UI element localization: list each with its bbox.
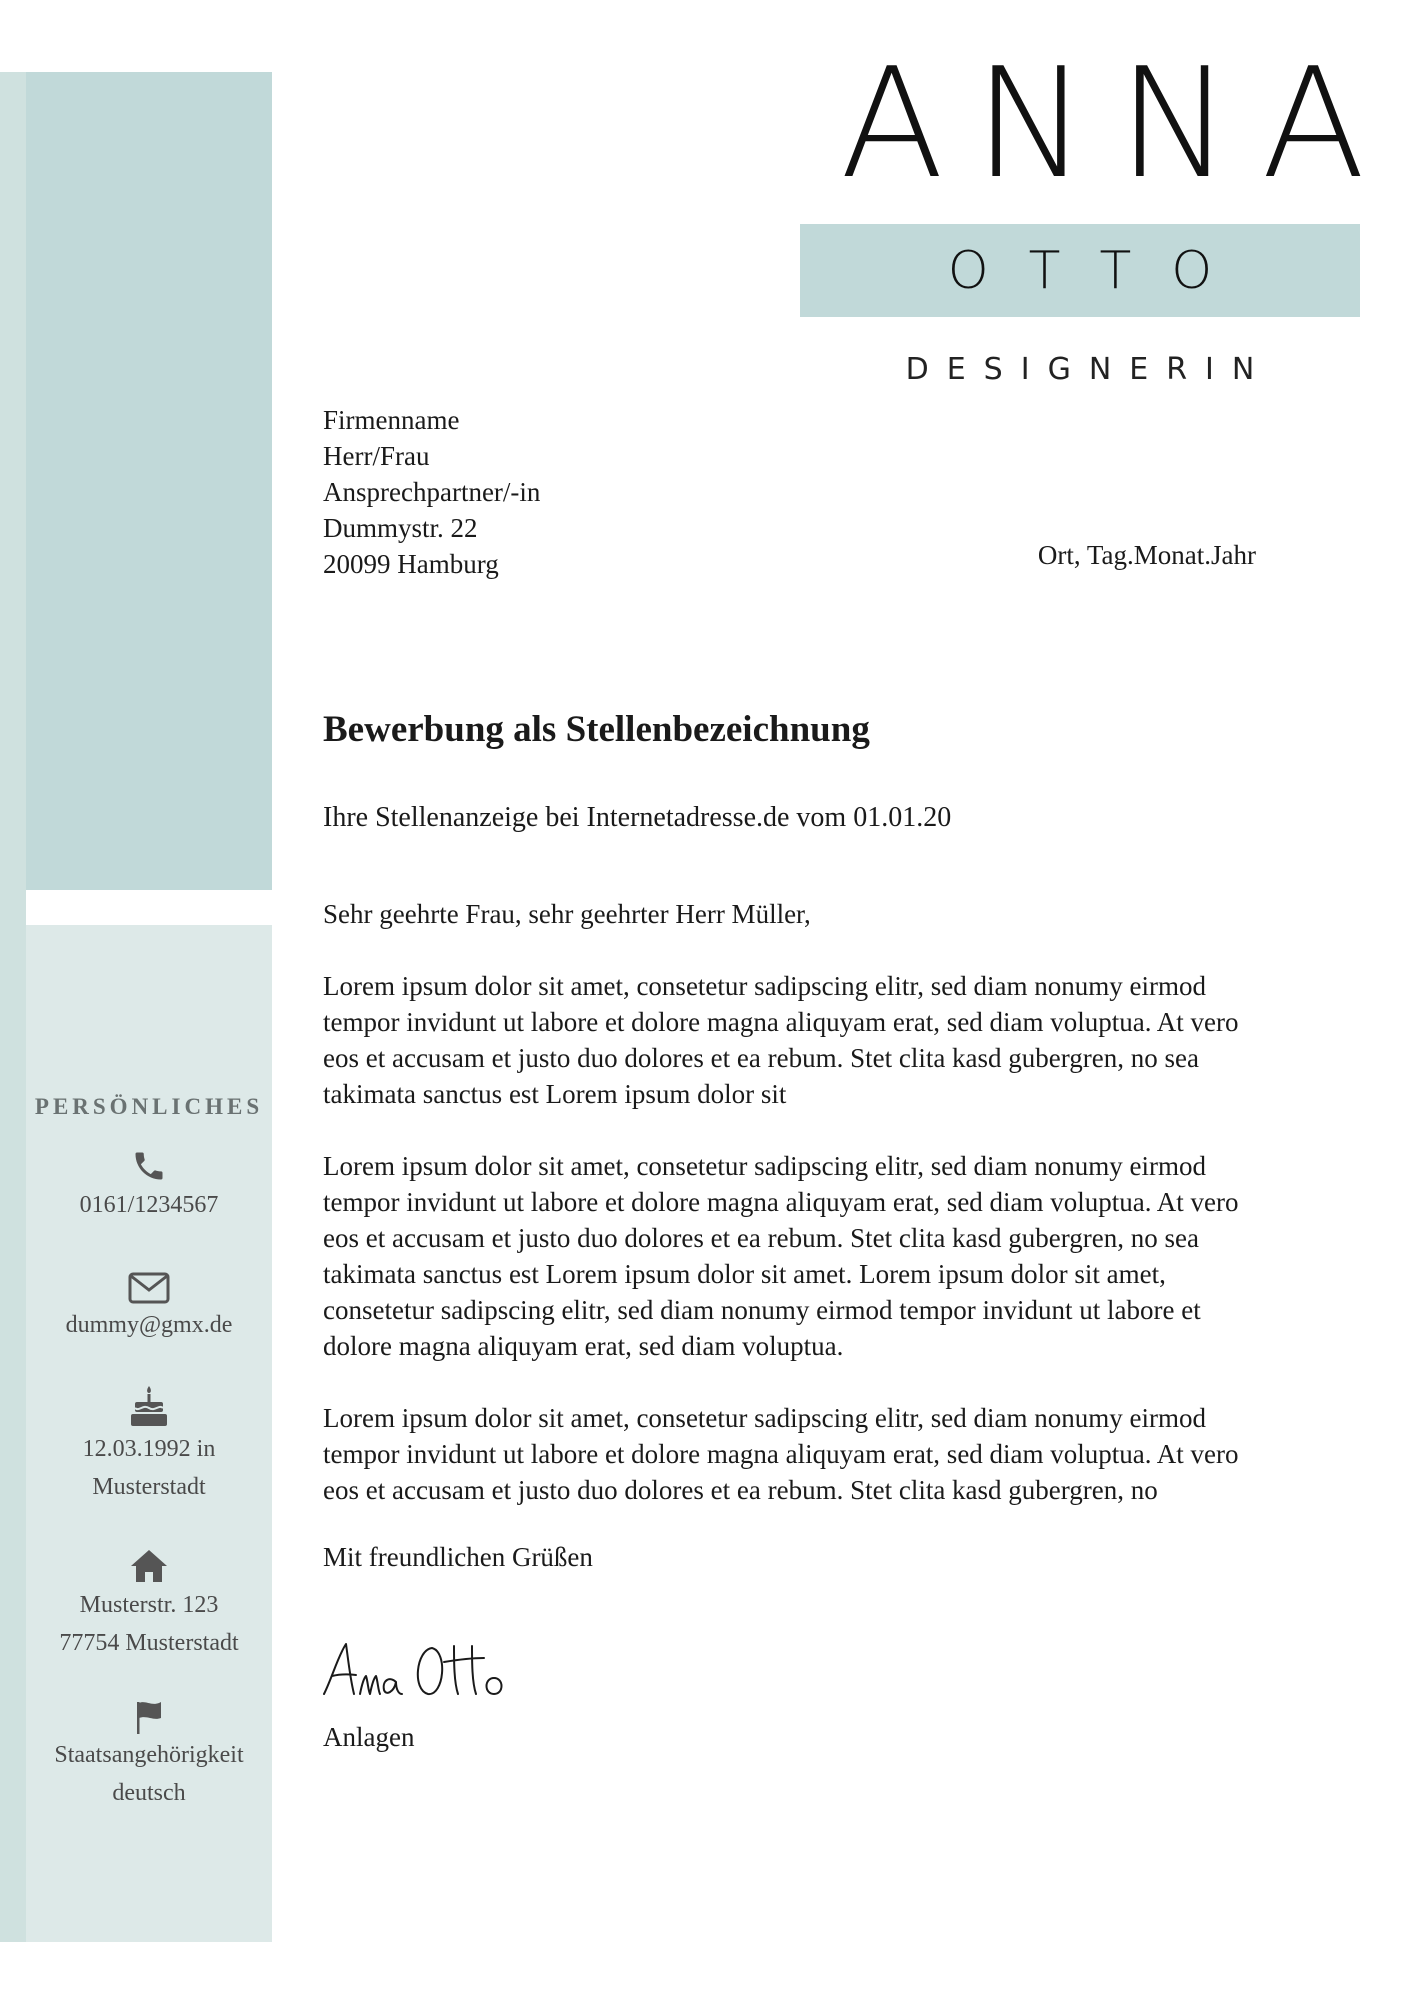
letter-paragraph: Lorem ipsum dolor sit amet, consetetur sadipscing elitr, sed diam nonumy eirmod tempor invidunt ut labore et dolore magna aliquyam erat, sed diam voluptua. At vero eos et accusam et justo duo dolores et ea rebum. Stet clita kasd gubergren, no sea takimata sanctus est Lorem ipsum dolor sit amet. Lorem ipsum dolor sit amet, consetetur sadipscing elitr, sed diam nonumy eirmod tempor invidunt ut labore et dolore magna aliquyam erat, sed diam voluptua.	[323, 1151, 1239, 1361]
cake-icon	[129, 1384, 169, 1428]
salutation: Sehr geehrte Frau, sehr geehrter Herr Müller,	[323, 899, 811, 929]
job-ad-reference: Ihre Stellenanzeige bei Internetadresse.de vom 01.01.20	[323, 802, 952, 833]
recipient-line: Firmenname	[323, 405, 460, 435]
personal-section-title: PERSÖNLICHES	[34, 1094, 264, 1119]
recipient-line: 20099 Hamburg	[323, 549, 499, 579]
phone-icon	[131, 1148, 167, 1184]
mail-icon	[128, 1272, 170, 1304]
address-city: 77754 Musterstadt	[59, 1630, 239, 1656]
birth-place: Musterstadt	[92, 1474, 206, 1500]
sidebar-top-panel	[26, 72, 272, 890]
letter-paragraph: Lorem ipsum dolor sit amet, consetetur sadipscing elitr, sed diam nonumy eirmod tempor invidunt ut labore et dolore magna aliquyam erat, sed diam voluptua. At vero eos et accusam et justo duo dolores et ea rebum. Stet clita kasd gubergren, no	[323, 1403, 1239, 1505]
birth-date: 12.03.1992 in	[82, 1436, 216, 1462]
address-entry	[26, 1548, 272, 1662]
address-street: Musterstr. 123	[79, 1592, 219, 1618]
attachments-label: Anlagen	[323, 1722, 415, 1752]
sidebar-strip	[0, 72, 26, 1942]
recipient-line: Herr/Frau	[323, 441, 430, 471]
nationality-entry	[26, 1700, 272, 1812]
last-name: OTTO	[947, 240, 1253, 301]
job-title: DESIGNERIN	[905, 352, 1273, 387]
place-date: Ort, Tag.Monat.Jahr	[1037, 540, 1256, 570]
nationality-value: deutsch	[112, 1780, 186, 1806]
letter-body	[323, 896, 1263, 1544]
recipient-line: Dummystr. 22	[323, 513, 478, 543]
first-name: ANNA	[840, 35, 1396, 212]
recipient-line: Ansprechpartner/-in	[323, 477, 541, 507]
phone-number: 0161/1234567	[79, 1192, 219, 1218]
letter-paragraph: Lorem ipsum dolor sit amet, consetetur sadipscing elitr, sed diam nonumy eirmod tempor invidunt ut labore et dolore magna aliquyam erat, sed diam voluptua. At vero eos et accusam et justo duo dolores et ea rebum. Stet clita kasd gubergren, no sea takimata sanctus est Lorem ipsum dolor sit	[323, 971, 1239, 1109]
birth-entry	[26, 1384, 272, 1506]
email-entry	[26, 1272, 272, 1344]
flag-icon	[129, 1700, 169, 1734]
home-icon	[129, 1548, 169, 1584]
letter-subject: Bewerbung als Stellenbezeichnung	[323, 709, 870, 750]
phone-entry	[26, 1148, 272, 1224]
signature-image	[320, 1638, 560, 1700]
email-address: dummy@gmx.de	[65, 1312, 233, 1338]
nationality-label: Staatsangehörigkeit	[54, 1742, 244, 1768]
recipient-address	[323, 402, 763, 582]
closing: Mit freundlichen Grüßen	[323, 1542, 593, 1572]
